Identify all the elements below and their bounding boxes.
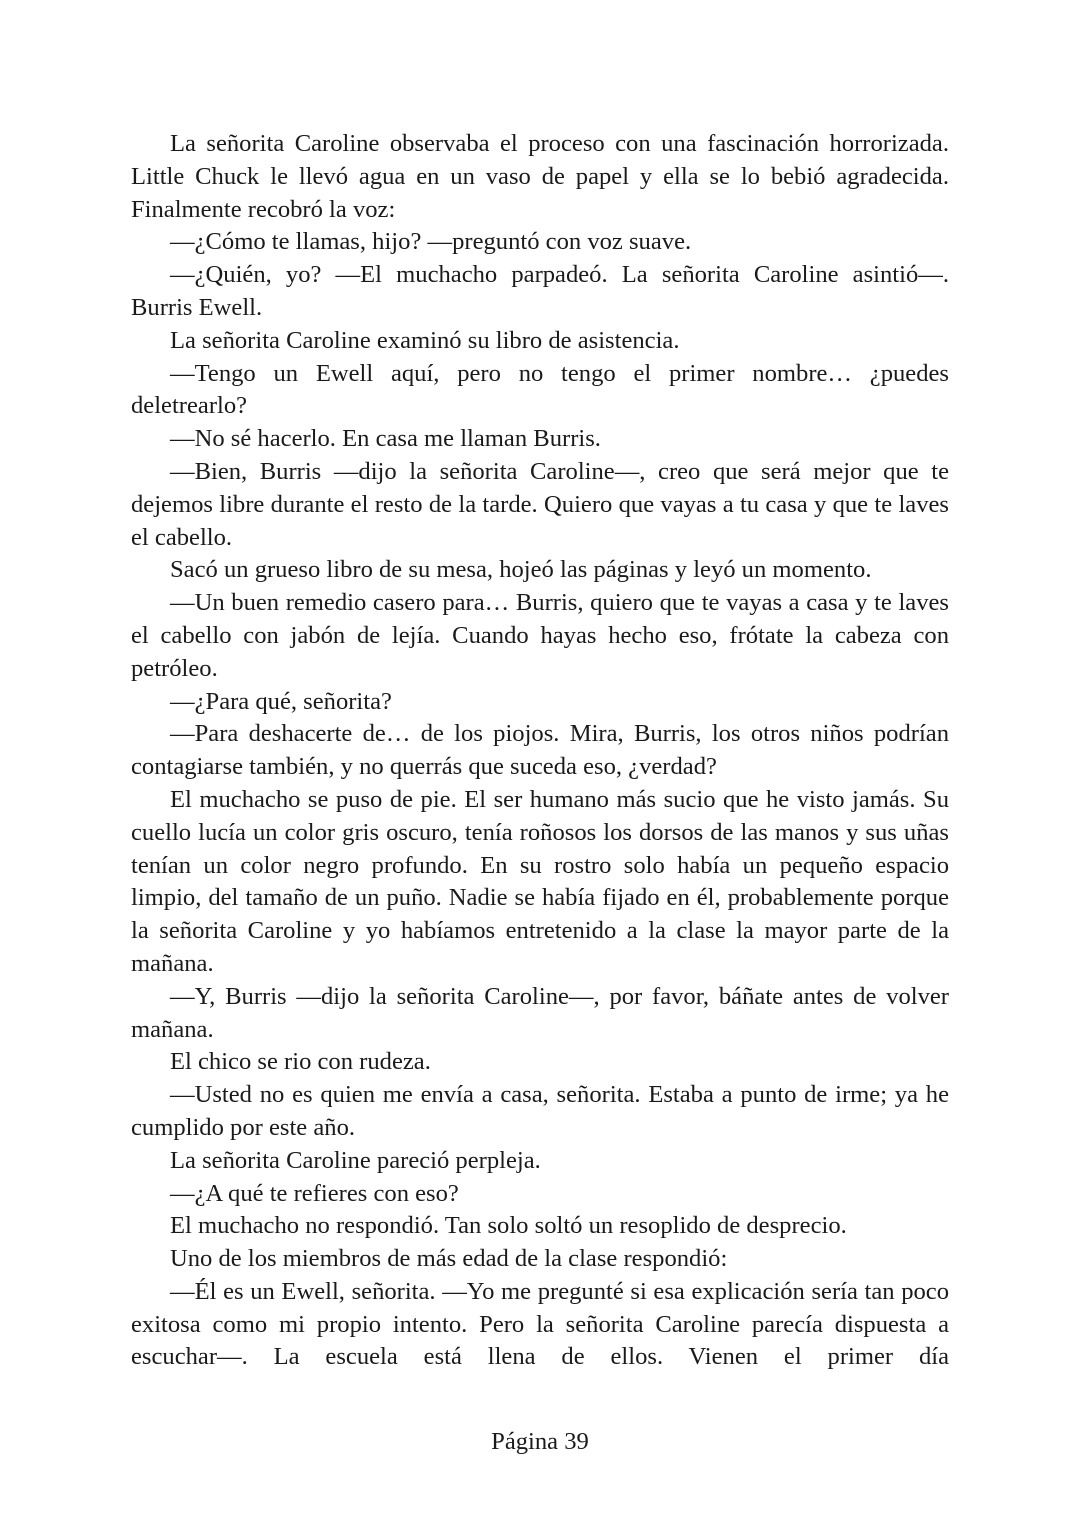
paragraph: La señorita Caroline examinó su libro de asistencia. (170, 326, 680, 354)
paragraph: Sacó un grueso libro de su mesa, hojeó las páginas y leyó un momento. (170, 556, 872, 584)
paragraph: —Para deshacerte de… de los piojos. Mira, Burris, los otros niños podrían contagiarse también, y no querrás que suceda eso, ¿verdad? (131, 720, 949, 781)
paragraph: —¿Cómo te llamas, hijo? —preguntó con voz suave. (170, 228, 692, 256)
page-body (131, 128, 949, 1374)
paragraph: La señorita Caroline observaba el proceso con una fascinación horrorizada. Little Chuck le llevó agua en un vaso de papel y ella se lo bebió agradecida. Finalmente recobró la voz: (131, 130, 949, 223)
page-number: Página 39 (491, 1428, 589, 1455)
paragraph: Uno de los miembros de más edad de la clase respondió: (170, 1245, 728, 1273)
paragraph: —¿A qué te refieres con eso? (170, 1179, 459, 1207)
paragraph: El chico se rio con rudeza. (170, 1048, 431, 1076)
paragraph: —Usted no es quien me envía a casa, señorita. Estaba a punto de irme; ya he cumplido por este año. (131, 1081, 949, 1141)
paragraph: —Un buen remedio casero para… Burris, quiero que te vayas a casa y te laves el cabello con jabón de lejía. Cuando hayas hecho eso, frótate la cabeza con petróleo. (131, 589, 949, 682)
paragraph: —No sé hacerlo. En casa me llaman Burris. (170, 425, 601, 453)
paragraph: —Tengo un Ewell aquí, pero no tengo el primer nombre… ¿puedes deletrearlo? (131, 359, 949, 420)
paragraph: —Y, Burris —dijo la señorita Caroline—, por favor, báñate antes de volver mañana. (131, 982, 949, 1043)
paragraph: El muchacho se puso de pie. El ser humano más sucio que he visto jamás. Su cuello lucía un color gris oscuro, tenía roñosos los dorsos de las manos y sus uñas tenían un color negro profundo. En su rostro solo había un pequeño espacio limpio, del tamaño de un puño. Nadie se había fijado en él, probablemente porque la señorita Caroline y yo habíamos entretenido a la clase la mayor parte de la mañana. (131, 785, 949, 977)
paragraph: —Él es un Ewell, señorita. —Yo me pregunté si esa explicación sería tan poco exitosa como mi propio intento. Pero la señorita Caroline parecía dispuesta a escuchar—. La escuela está llena de ellos. Vienen el primer día (131, 1277, 949, 1371)
paragraph: El muchacho no respondió. Tan solo soltó un resoplido de desprecio. (170, 1212, 847, 1240)
paragraph: —¿Quién, yo? —El muchacho parpadeó. La señorita Caroline asintió—. Burris Ewell. (131, 261, 949, 321)
paragraph: —Bien, Burris —dijo la señorita Caroline—, creo que será mejor que te dejemos libre durante el resto de la tarde. Quiero que vayas a tu casa y que te laves el cabello. (131, 457, 949, 551)
paragraph: La señorita Caroline pareció perpleja. (170, 1146, 541, 1174)
paragraph: —¿Para qué, señorita? (170, 687, 392, 715)
